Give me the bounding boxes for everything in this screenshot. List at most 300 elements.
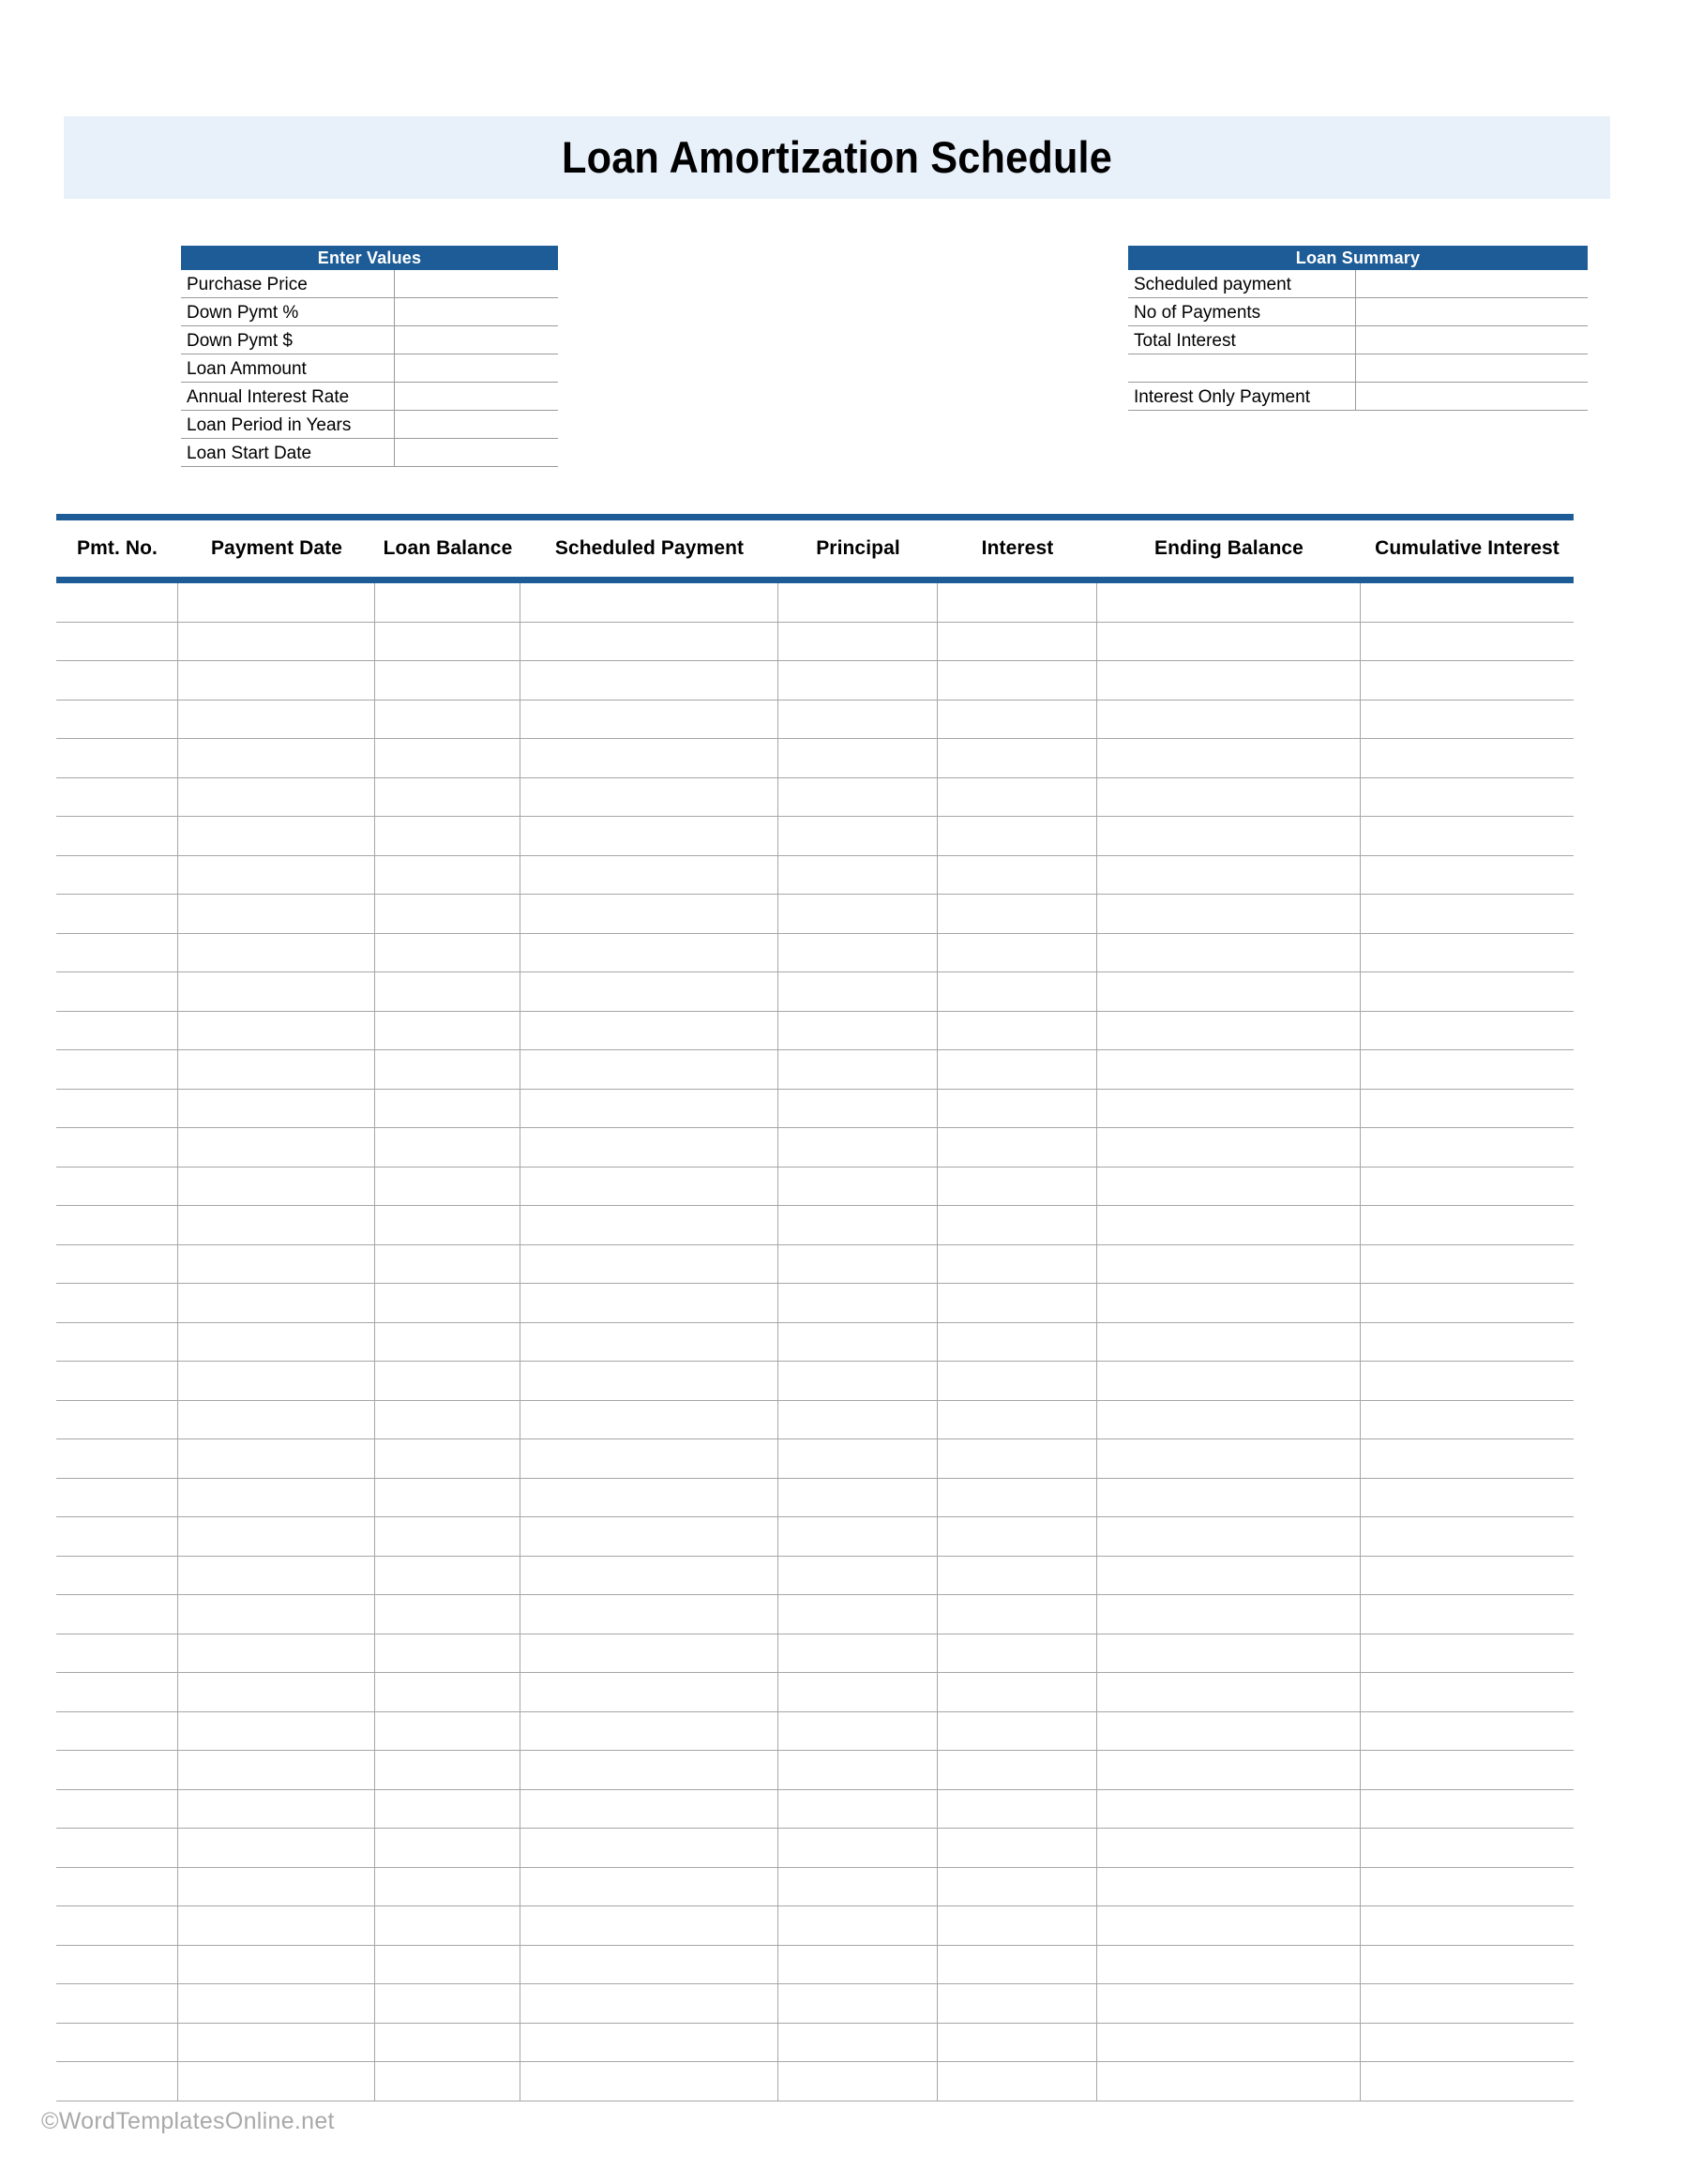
schedule-cell[interactable] <box>520 1362 778 1401</box>
schedule-cell[interactable] <box>1361 1284 1574 1323</box>
schedule-cell[interactable] <box>778 1012 938 1051</box>
schedule-cell[interactable] <box>375 1517 520 1557</box>
schedule-cell[interactable] <box>1361 1984 1574 2024</box>
schedule-cell[interactable] <box>178 817 375 856</box>
schedule-cell[interactable] <box>938 1012 1097 1051</box>
schedule-cell[interactable] <box>56 1673 178 1712</box>
schedule-cell[interactable] <box>520 583 778 623</box>
schedule-cell[interactable] <box>375 1128 520 1167</box>
schedule-cell[interactable] <box>1361 1362 1574 1401</box>
enter-values-value-field[interactable] <box>395 270 558 298</box>
schedule-cell[interactable] <box>1361 895 1574 934</box>
schedule-cell[interactable] <box>520 817 778 856</box>
schedule-cell[interactable] <box>778 1673 938 1712</box>
schedule-cell[interactable] <box>1097 1984 1361 2024</box>
schedule-cell[interactable] <box>375 700 520 740</box>
schedule-cell[interactable] <box>520 1479 778 1518</box>
schedule-cell[interactable] <box>938 1557 1097 1596</box>
enter-values-value-field[interactable] <box>395 326 558 354</box>
schedule-cell[interactable] <box>938 1984 1097 2024</box>
schedule-cell[interactable] <box>520 1090 778 1129</box>
schedule-cell[interactable] <box>56 1012 178 1051</box>
schedule-cell[interactable] <box>938 1401 1097 1440</box>
schedule-cell[interactable] <box>938 1595 1097 1634</box>
enter-values-value-field[interactable] <box>395 354 558 383</box>
schedule-cell[interactable] <box>938 1206 1097 1245</box>
loan-summary-value-field[interactable] <box>1356 383 1588 411</box>
schedule-cell[interactable] <box>178 1868 375 1907</box>
schedule-cell[interactable] <box>375 1284 520 1323</box>
schedule-cell[interactable] <box>56 1167 178 1207</box>
schedule-cell[interactable] <box>375 583 520 623</box>
schedule-cell[interactable] <box>778 661 938 700</box>
schedule-cell[interactable] <box>778 1906 938 1946</box>
schedule-cell[interactable] <box>56 934 178 973</box>
schedule-cell[interactable] <box>56 1323 178 1363</box>
schedule-cell[interactable] <box>938 1050 1097 1090</box>
schedule-cell[interactable] <box>1361 856 1574 896</box>
schedule-cell[interactable] <box>520 778 778 818</box>
schedule-cell[interactable] <box>938 1245 1097 1285</box>
schedule-cell[interactable] <box>178 583 375 623</box>
schedule-cell[interactable] <box>520 1206 778 1245</box>
schedule-cell[interactable] <box>938 1868 1097 1907</box>
schedule-cell[interactable] <box>520 972 778 1012</box>
schedule-cell[interactable] <box>520 1012 778 1051</box>
schedule-cell[interactable] <box>178 1673 375 1712</box>
schedule-cell[interactable] <box>778 1946 938 1985</box>
schedule-cell[interactable] <box>1097 972 1361 1012</box>
schedule-cell[interactable] <box>178 1401 375 1440</box>
schedule-cell[interactable] <box>1361 1167 1574 1207</box>
schedule-cell[interactable] <box>520 2024 778 2063</box>
schedule-cell[interactable] <box>778 1712 938 1752</box>
schedule-cell[interactable] <box>56 1439 178 1479</box>
schedule-cell[interactable] <box>520 1673 778 1712</box>
schedule-cell[interactable] <box>1361 700 1574 740</box>
schedule-cell[interactable] <box>1361 2062 1574 2101</box>
schedule-cell[interactable] <box>375 1829 520 1868</box>
schedule-cell[interactable] <box>1361 1090 1574 1129</box>
schedule-cell[interactable] <box>1097 778 1361 818</box>
schedule-cell[interactable] <box>778 1634 938 1674</box>
schedule-cell[interactable] <box>938 1323 1097 1363</box>
schedule-cell[interactable] <box>520 1401 778 1440</box>
schedule-cell[interactable] <box>938 583 1097 623</box>
schedule-cell[interactable] <box>178 934 375 973</box>
schedule-cell[interactable] <box>375 1634 520 1674</box>
schedule-cell[interactable] <box>178 623 375 662</box>
schedule-cell[interactable] <box>375 1751 520 1790</box>
schedule-cell[interactable] <box>178 1712 375 1752</box>
schedule-cell[interactable] <box>56 1946 178 1985</box>
schedule-cell[interactable] <box>520 1634 778 1674</box>
schedule-cell[interactable] <box>778 1868 938 1907</box>
schedule-cell[interactable] <box>178 1050 375 1090</box>
schedule-cell[interactable] <box>938 1090 1097 1129</box>
schedule-cell[interactable] <box>1097 1946 1361 1985</box>
schedule-cell[interactable] <box>778 1090 938 1129</box>
loan-summary-value-field[interactable] <box>1356 298 1588 326</box>
schedule-cell[interactable] <box>1361 1245 1574 1285</box>
schedule-cell[interactable] <box>56 1284 178 1323</box>
schedule-cell[interactable] <box>778 1790 938 1830</box>
schedule-cell[interactable] <box>778 1751 938 1790</box>
schedule-cell[interactable] <box>1361 1634 1574 1674</box>
schedule-cell[interactable] <box>938 661 1097 700</box>
schedule-cell[interactable] <box>1097 1401 1361 1440</box>
schedule-cell[interactable] <box>938 972 1097 1012</box>
schedule-cell[interactable] <box>1097 1479 1361 1518</box>
schedule-cell[interactable] <box>938 778 1097 818</box>
schedule-cell[interactable] <box>938 739 1097 778</box>
schedule-cell[interactable] <box>178 1323 375 1363</box>
schedule-cell[interactable] <box>520 1868 778 1907</box>
schedule-cell[interactable] <box>375 1790 520 1830</box>
schedule-cell[interactable] <box>938 1946 1097 1985</box>
schedule-cell[interactable] <box>375 1984 520 2024</box>
schedule-cell[interactable] <box>778 1829 938 1868</box>
schedule-cell[interactable] <box>1097 739 1361 778</box>
schedule-cell[interactable] <box>375 1673 520 1712</box>
schedule-cell[interactable] <box>375 739 520 778</box>
schedule-cell[interactable] <box>1361 934 1574 973</box>
schedule-cell[interactable] <box>1361 1751 1574 1790</box>
schedule-cell[interactable] <box>1361 972 1574 1012</box>
schedule-cell[interactable] <box>520 1790 778 1830</box>
schedule-cell[interactable] <box>520 856 778 896</box>
schedule-cell[interactable] <box>1097 934 1361 973</box>
schedule-cell[interactable] <box>56 1829 178 1868</box>
schedule-cell[interactable] <box>938 817 1097 856</box>
schedule-cell[interactable] <box>178 661 375 700</box>
schedule-cell[interactable] <box>375 1323 520 1363</box>
schedule-cell[interactable] <box>778 1167 938 1207</box>
schedule-cell[interactable] <box>938 1906 1097 1946</box>
schedule-cell[interactable] <box>778 1984 938 2024</box>
enter-values-value-field[interactable] <box>395 411 558 439</box>
schedule-cell[interactable] <box>1361 1946 1574 1985</box>
schedule-cell[interactable] <box>938 1712 1097 1752</box>
schedule-cell[interactable] <box>938 1284 1097 1323</box>
schedule-cell[interactable] <box>56 1245 178 1285</box>
schedule-cell[interactable] <box>56 1479 178 1518</box>
loan-summary-value-field[interactable] <box>1356 354 1588 383</box>
schedule-cell[interactable] <box>778 583 938 623</box>
schedule-cell[interactable] <box>56 583 178 623</box>
schedule-cell[interactable] <box>520 1323 778 1363</box>
schedule-cell[interactable] <box>1097 1517 1361 1557</box>
schedule-cell[interactable] <box>375 778 520 818</box>
schedule-cell[interactable] <box>1361 1128 1574 1167</box>
schedule-cell[interactable] <box>778 895 938 934</box>
schedule-cell[interactable] <box>1097 2062 1361 2101</box>
schedule-cell[interactable] <box>375 1479 520 1518</box>
schedule-cell[interactable] <box>778 1439 938 1479</box>
schedule-cell[interactable] <box>1361 583 1574 623</box>
schedule-cell[interactable] <box>178 1946 375 1985</box>
schedule-cell[interactable] <box>520 1906 778 1946</box>
schedule-cell[interactable] <box>375 1712 520 1752</box>
schedule-cell[interactable] <box>520 1050 778 1090</box>
schedule-cell[interactable] <box>778 1245 938 1285</box>
schedule-cell[interactable] <box>56 1906 178 1946</box>
schedule-cell[interactable] <box>56 1751 178 1790</box>
schedule-cell[interactable] <box>1097 1868 1361 1907</box>
schedule-cell[interactable] <box>56 1517 178 1557</box>
schedule-cell[interactable] <box>1361 739 1574 778</box>
schedule-cell[interactable] <box>178 1517 375 1557</box>
schedule-cell[interactable] <box>1361 1790 1574 1830</box>
schedule-cell[interactable] <box>375 817 520 856</box>
schedule-cell[interactable] <box>778 817 938 856</box>
schedule-cell[interactable] <box>520 1829 778 1868</box>
schedule-cell[interactable] <box>778 856 938 896</box>
schedule-cell[interactable] <box>178 2062 375 2101</box>
schedule-cell[interactable] <box>178 1090 375 1129</box>
schedule-cell[interactable] <box>938 1479 1097 1518</box>
schedule-cell[interactable] <box>938 623 1097 662</box>
enter-values-value-field[interactable] <box>395 383 558 411</box>
schedule-cell[interactable] <box>938 1517 1097 1557</box>
schedule-cell[interactable] <box>178 1284 375 1323</box>
schedule-cell[interactable] <box>938 1673 1097 1712</box>
schedule-cell[interactable] <box>178 856 375 896</box>
schedule-cell[interactable] <box>375 1439 520 1479</box>
schedule-cell[interactable] <box>375 1090 520 1129</box>
schedule-cell[interactable] <box>56 739 178 778</box>
schedule-cell[interactable] <box>1097 700 1361 740</box>
schedule-cell[interactable] <box>778 2062 938 2101</box>
schedule-cell[interactable] <box>178 1829 375 1868</box>
schedule-cell[interactable] <box>778 1206 938 1245</box>
schedule-cell[interactable] <box>375 1946 520 1985</box>
schedule-cell[interactable] <box>375 856 520 896</box>
schedule-cell[interactable] <box>56 1984 178 2024</box>
schedule-cell[interactable] <box>1361 1712 1574 1752</box>
schedule-cell[interactable] <box>520 1284 778 1323</box>
schedule-cell[interactable] <box>1361 1557 1574 1596</box>
schedule-cell[interactable] <box>938 2062 1097 2101</box>
schedule-cell[interactable] <box>56 700 178 740</box>
schedule-cell[interactable] <box>375 1050 520 1090</box>
schedule-cell[interactable] <box>520 1984 778 2024</box>
schedule-cell[interactable] <box>520 1439 778 1479</box>
schedule-cell[interactable] <box>1097 1090 1361 1129</box>
schedule-cell[interactable] <box>778 1362 938 1401</box>
schedule-cell[interactable] <box>520 1517 778 1557</box>
schedule-cell[interactable] <box>520 661 778 700</box>
schedule-cell[interactable] <box>375 623 520 662</box>
schedule-cell[interactable] <box>1361 1439 1574 1479</box>
schedule-cell[interactable] <box>1361 1323 1574 1363</box>
schedule-cell[interactable] <box>56 1790 178 1830</box>
schedule-cell[interactable] <box>56 2024 178 2063</box>
schedule-cell[interactable] <box>938 1128 1097 1167</box>
schedule-cell[interactable] <box>1097 1245 1361 1285</box>
schedule-cell[interactable] <box>178 1206 375 1245</box>
schedule-cell[interactable] <box>1361 778 1574 818</box>
schedule-cell[interactable] <box>778 1050 938 1090</box>
schedule-cell[interactable] <box>1097 1595 1361 1634</box>
schedule-cell[interactable] <box>1097 1050 1361 1090</box>
schedule-cell[interactable] <box>56 1868 178 1907</box>
schedule-cell[interactable] <box>778 1557 938 1596</box>
schedule-cell[interactable] <box>1097 661 1361 700</box>
schedule-cell[interactable] <box>938 1829 1097 1868</box>
schedule-cell[interactable] <box>56 623 178 662</box>
schedule-cell[interactable] <box>1097 1012 1361 1051</box>
schedule-cell[interactable] <box>178 2024 375 2063</box>
schedule-cell[interactable] <box>1097 1206 1361 1245</box>
schedule-cell[interactable] <box>1361 1401 1574 1440</box>
schedule-cell[interactable] <box>520 623 778 662</box>
schedule-cell[interactable] <box>375 1245 520 1285</box>
schedule-cell[interactable] <box>1097 1439 1361 1479</box>
schedule-cell[interactable] <box>375 1906 520 1946</box>
schedule-cell[interactable] <box>178 1128 375 1167</box>
schedule-cell[interactable] <box>375 1167 520 1207</box>
schedule-cell[interactable] <box>1361 1829 1574 1868</box>
schedule-cell[interactable] <box>1097 895 1361 934</box>
schedule-cell[interactable] <box>1097 1634 1361 1674</box>
schedule-cell[interactable] <box>778 1517 938 1557</box>
schedule-cell[interactable] <box>520 1751 778 1790</box>
schedule-cell[interactable] <box>1097 1362 1361 1401</box>
schedule-cell[interactable] <box>1361 1479 1574 1518</box>
schedule-cell[interactable] <box>375 1868 520 1907</box>
schedule-cell[interactable] <box>1361 1868 1574 1907</box>
schedule-cell[interactable] <box>520 934 778 973</box>
schedule-cell[interactable] <box>1097 1167 1361 1207</box>
schedule-cell[interactable] <box>56 856 178 896</box>
schedule-cell[interactable] <box>1361 1050 1574 1090</box>
schedule-cell[interactable] <box>1361 623 1574 662</box>
schedule-cell[interactable] <box>778 778 938 818</box>
schedule-cell[interactable] <box>938 1167 1097 1207</box>
schedule-cell[interactable] <box>1361 1595 1574 1634</box>
schedule-cell[interactable] <box>778 934 938 973</box>
schedule-cell[interactable] <box>1097 1712 1361 1752</box>
schedule-cell[interactable] <box>178 778 375 818</box>
schedule-cell[interactable] <box>1097 1906 1361 1946</box>
schedule-cell[interactable] <box>778 1323 938 1363</box>
schedule-cell[interactable] <box>778 1284 938 1323</box>
schedule-cell[interactable] <box>938 934 1097 973</box>
schedule-cell[interactable] <box>56 778 178 818</box>
schedule-cell[interactable] <box>178 739 375 778</box>
schedule-cell[interactable] <box>375 895 520 934</box>
schedule-cell[interactable] <box>178 972 375 1012</box>
schedule-cell[interactable] <box>56 2062 178 2101</box>
schedule-cell[interactable] <box>1097 1128 1361 1167</box>
schedule-cell[interactable] <box>375 1206 520 1245</box>
schedule-cell[interactable] <box>520 1128 778 1167</box>
schedule-cell[interactable] <box>56 1634 178 1674</box>
schedule-cell[interactable] <box>1097 1751 1361 1790</box>
schedule-cell[interactable] <box>56 895 178 934</box>
schedule-cell[interactable] <box>375 1362 520 1401</box>
schedule-cell[interactable] <box>178 1751 375 1790</box>
schedule-cell[interactable] <box>520 1712 778 1752</box>
schedule-cell[interactable] <box>520 739 778 778</box>
schedule-cell[interactable] <box>56 1712 178 1752</box>
schedule-cell[interactable] <box>56 1128 178 1167</box>
schedule-cell[interactable] <box>1097 1673 1361 1712</box>
schedule-cell[interactable] <box>375 2024 520 2063</box>
schedule-cell[interactable] <box>1097 1284 1361 1323</box>
schedule-cell[interactable] <box>778 623 938 662</box>
schedule-cell[interactable] <box>938 895 1097 934</box>
schedule-cell[interactable] <box>56 1206 178 1245</box>
schedule-cell[interactable] <box>178 1012 375 1051</box>
loan-summary-value-field[interactable] <box>1356 270 1588 298</box>
enter-values-value-field[interactable] <box>395 439 558 467</box>
schedule-cell[interactable] <box>1361 1906 1574 1946</box>
schedule-cell[interactable] <box>56 1050 178 1090</box>
schedule-cell[interactable] <box>1097 1323 1361 1363</box>
schedule-cell[interactable] <box>178 1984 375 2024</box>
schedule-cell[interactable] <box>520 1167 778 1207</box>
enter-values-value-field[interactable] <box>395 298 558 326</box>
schedule-cell[interactable] <box>56 1401 178 1440</box>
schedule-cell[interactable] <box>375 1401 520 1440</box>
schedule-cell[interactable] <box>56 1595 178 1634</box>
schedule-cell[interactable] <box>520 1557 778 1596</box>
schedule-cell[interactable] <box>1097 583 1361 623</box>
schedule-cell[interactable] <box>1097 1829 1361 1868</box>
schedule-cell[interactable] <box>1361 1673 1574 1712</box>
schedule-cell[interactable] <box>178 1634 375 1674</box>
schedule-cell[interactable] <box>375 934 520 973</box>
schedule-cell[interactable] <box>778 1479 938 1518</box>
schedule-cell[interactable] <box>938 1634 1097 1674</box>
schedule-cell[interactable] <box>375 972 520 1012</box>
schedule-cell[interactable] <box>778 1128 938 1167</box>
schedule-cell[interactable] <box>178 1439 375 1479</box>
schedule-cell[interactable] <box>375 1012 520 1051</box>
schedule-cell[interactable] <box>778 700 938 740</box>
schedule-cell[interactable] <box>1361 817 1574 856</box>
schedule-cell[interactable] <box>1097 817 1361 856</box>
schedule-cell[interactable] <box>938 856 1097 896</box>
schedule-cell[interactable] <box>1097 623 1361 662</box>
schedule-cell[interactable] <box>1361 1012 1574 1051</box>
schedule-cell[interactable] <box>1097 856 1361 896</box>
schedule-cell[interactable] <box>56 817 178 856</box>
schedule-cell[interactable] <box>1361 1517 1574 1557</box>
schedule-cell[interactable] <box>178 1906 375 1946</box>
schedule-cell[interactable] <box>56 1090 178 1129</box>
schedule-cell[interactable] <box>178 700 375 740</box>
schedule-cell[interactable] <box>520 1245 778 1285</box>
schedule-cell[interactable] <box>778 1595 938 1634</box>
schedule-cell[interactable] <box>938 2024 1097 2063</box>
schedule-cell[interactable] <box>778 739 938 778</box>
schedule-cell[interactable] <box>178 1479 375 1518</box>
schedule-cell[interactable] <box>178 895 375 934</box>
schedule-cell[interactable] <box>56 1362 178 1401</box>
schedule-cell[interactable] <box>178 1245 375 1285</box>
schedule-cell[interactable] <box>938 1751 1097 1790</box>
schedule-cell[interactable] <box>375 661 520 700</box>
schedule-cell[interactable] <box>1361 1206 1574 1245</box>
schedule-cell[interactable] <box>375 2062 520 2101</box>
schedule-cell[interactable] <box>1097 2024 1361 2063</box>
schedule-cell[interactable] <box>520 1946 778 1985</box>
schedule-cell[interactable] <box>520 1595 778 1634</box>
schedule-cell[interactable] <box>56 972 178 1012</box>
